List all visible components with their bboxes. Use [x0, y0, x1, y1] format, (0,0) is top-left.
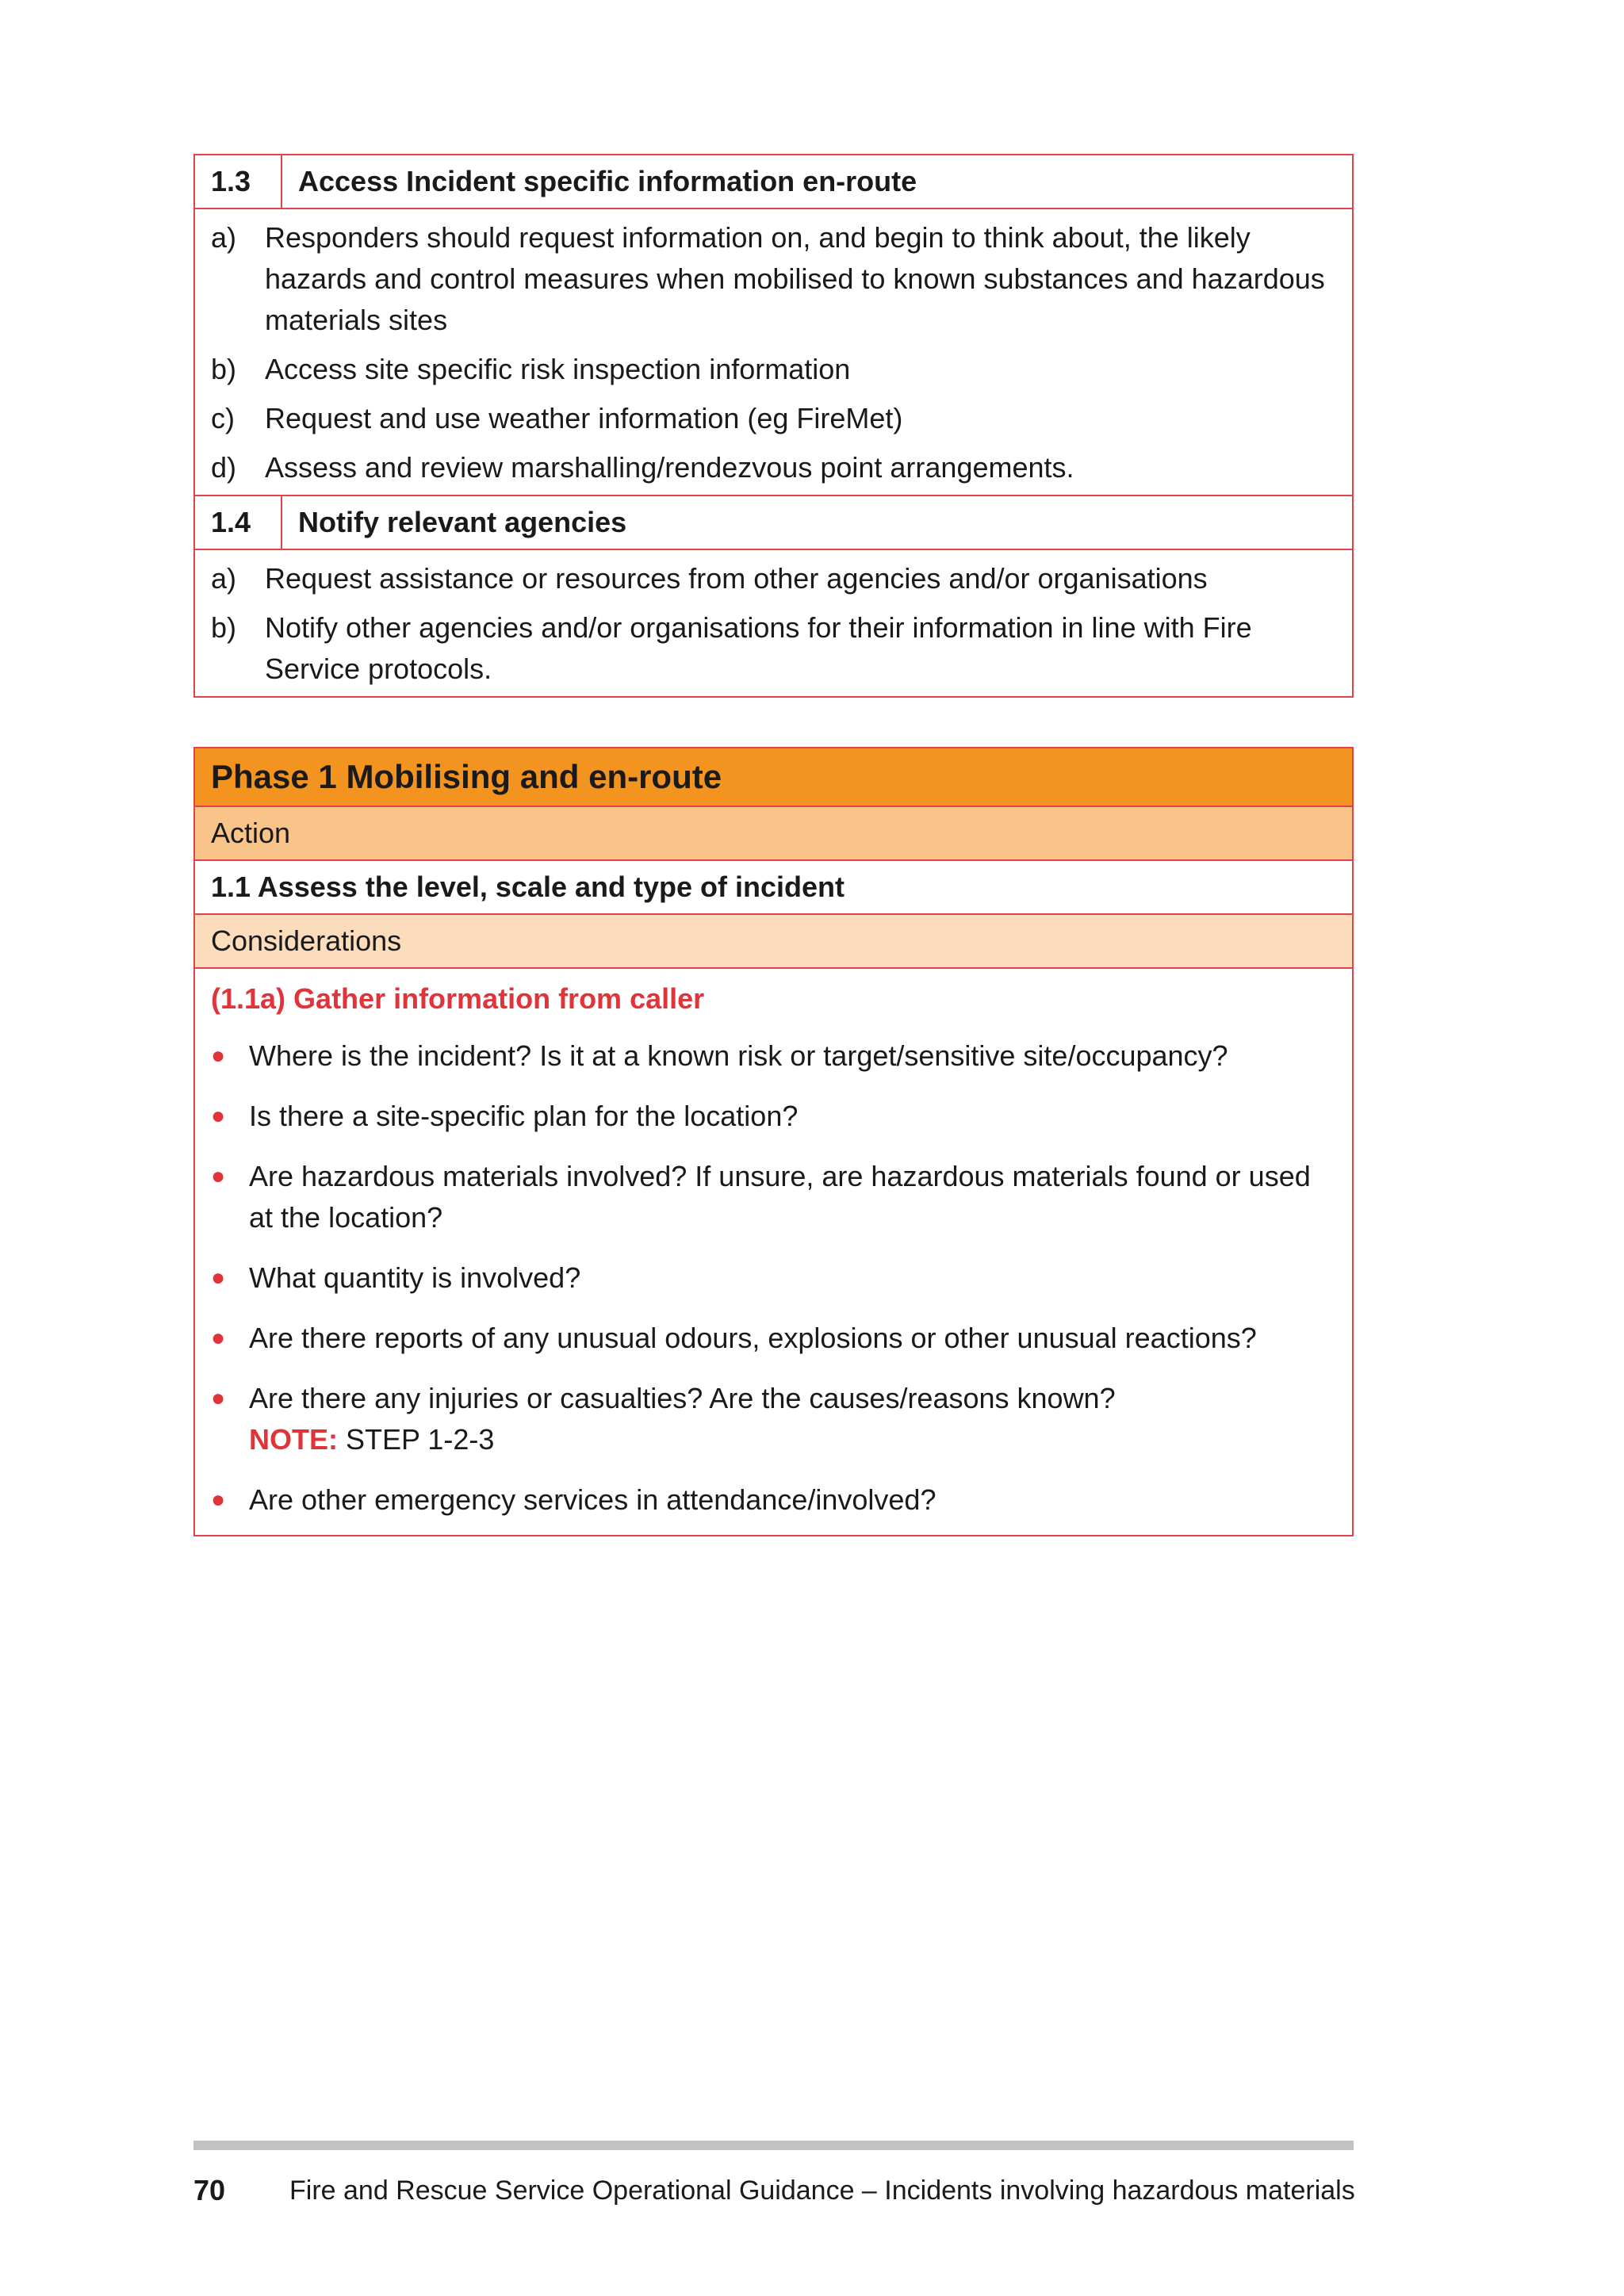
section-1-4-body — [195, 550, 1352, 696]
list-item-text: Access site specific risk inspection information — [265, 353, 851, 385]
bullet-item — [211, 1257, 1336, 1299]
subheading: (1.1a) Gather information from caller — [211, 982, 705, 1015]
bullet-icon: ● — [211, 1265, 226, 1291]
action-label: Action — [195, 807, 1352, 861]
section-1-3-header — [195, 155, 1352, 209]
list-item-text: Request assistance or resources from other agencies and/or organisations — [265, 562, 1208, 595]
footer-text: Fire and Rescue Service Operational Guidance – Incidents involving hazardous materials — [289, 2175, 1355, 2206]
bullet-text: Are hazardous materials involved? If unsure, are hazardous materials found or used at the location? — [249, 1160, 1311, 1234]
section-1-3-body — [195, 209, 1352, 496]
list-item-text: Request and use weather information (eg FireMet) — [265, 402, 903, 434]
phase-title: Phase 1 Mobilising and en-route — [195, 748, 1352, 807]
bullet-text-block — [249, 1378, 1336, 1460]
list-item — [211, 217, 1336, 341]
list-item-label: a) — [211, 221, 237, 254]
bullet-text: Is there a site-specific plan for the location? — [249, 1100, 799, 1132]
note-label: NOTE: — [249, 1423, 338, 1456]
list-item-label: b) — [211, 611, 237, 644]
footer-divider — [193, 2141, 1354, 2150]
list-item — [211, 607, 1336, 690]
section-title: Access Incident specific information en-route — [298, 165, 917, 197]
section-title: Notify relevant agencies — [298, 506, 627, 538]
step-title: 1.1 Assess the level, scale and type of incident — [195, 861, 1352, 915]
bullet-icon: ● — [211, 1487, 226, 1513]
considerations-body — [195, 969, 1352, 1535]
bullet-item — [211, 1096, 1336, 1137]
list-item-label: d) — [211, 451, 237, 484]
bullet-icon: ● — [211, 1385, 226, 1411]
bullet-text: Are other emergency services in attendance/involved? — [249, 1483, 936, 1516]
bullet-text: Where is the incident? Is it at a known risk or target/sensitive site/occupancy? — [249, 1039, 1228, 1072]
bullet-icon: ● — [211, 1325, 226, 1351]
bullet-text: What quantity is involved? — [249, 1261, 581, 1294]
bullet-icon: ● — [211, 1103, 226, 1129]
list-item-label: c) — [211, 402, 235, 434]
section-number: 1.4 — [195, 496, 282, 549]
bullet-text: Are there reports of any unusual odours, explosions or other unusual reactions? — [249, 1322, 1257, 1354]
bullet-item — [211, 1479, 1336, 1521]
note-text: STEP 1-2-3 — [338, 1423, 495, 1456]
bullet-item — [211, 1318, 1336, 1359]
list-item-label: a) — [211, 562, 237, 595]
section-number: 1.3 — [195, 155, 282, 208]
actions-table-continued — [193, 154, 1354, 698]
bullet-icon: ● — [211, 1163, 226, 1189]
list-item-text: Notify other agencies and/or organisations for their information in line with Fire Service protocols. — [265, 611, 1252, 685]
bullet-item — [211, 1378, 1336, 1460]
considerations-label: Considerations — [195, 915, 1352, 969]
list-item-text: Assess and review marshalling/rendezvous point arrangements. — [265, 451, 1074, 484]
section-1-4-header — [195, 496, 1352, 550]
list-item — [211, 349, 1336, 390]
bullet-text: Are there any injuries or casualties? Are the causes/reasons known? — [249, 1382, 1116, 1414]
page-number: 70 — [193, 2174, 226, 2206]
list-item — [211, 447, 1336, 488]
bullet-item — [211, 1035, 1336, 1077]
list-item — [211, 558, 1336, 599]
list-item — [211, 398, 1336, 439]
bullet-icon: ● — [211, 1043, 226, 1069]
list-item-label: b) — [211, 353, 237, 385]
bullet-item — [211, 1156, 1336, 1238]
phase-1-table — [193, 747, 1354, 1536]
list-item-text: Responders should request information on, and begin to think about, the likely hazards and control measures when mobilised to known substances and hazardous materials sites — [265, 221, 1325, 336]
